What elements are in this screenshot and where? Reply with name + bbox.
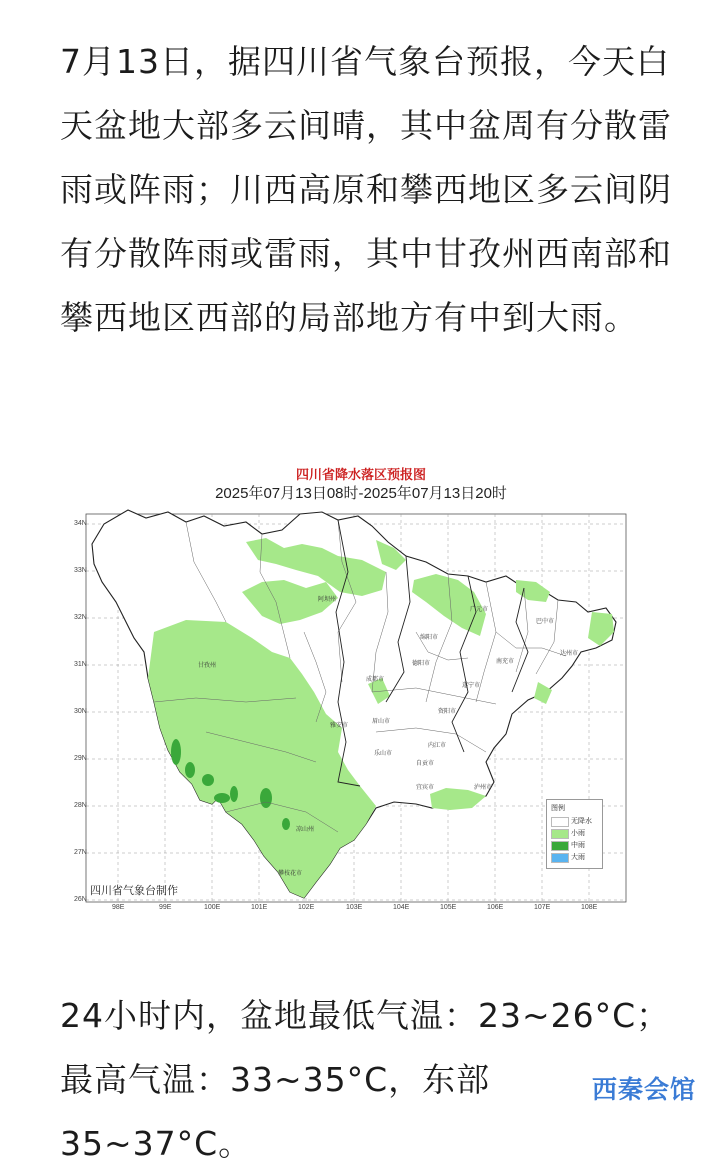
city-label-panzhihua: 攀枝花市	[278, 871, 303, 877]
map-title: 四川省降水落区预报图	[295, 467, 426, 482]
lon-label: 101E	[251, 904, 268, 911]
legend-swatch	[551, 853, 569, 863]
lat-label: 31N	[74, 661, 87, 668]
legend-swatch	[551, 829, 569, 839]
legend-swatch	[551, 817, 569, 827]
lon-label: 105E	[440, 904, 457, 911]
legend-label: 中雨	[571, 842, 585, 849]
legend-swatch	[551, 841, 569, 851]
map-time-range: 2025年07月13日08时-2025年07月13日20时	[215, 485, 507, 502]
city-label-ziyang: 资阳市	[438, 709, 457, 715]
forecast-paragraph-2: 24小时内，盆地最低气温：23~26°C；最高气温：33~35°C，东部35~37°C。	[60, 996, 671, 1163]
city-label-aba: 阿坝州	[318, 597, 337, 603]
city-label-luzhou: 泸州市	[474, 785, 493, 791]
map-legend	[546, 799, 603, 869]
city-label-suining: 遂宁市	[462, 683, 481, 689]
city-label-ganzi: 甘孜州	[198, 663, 217, 669]
legend-label: 大雨	[571, 854, 585, 861]
lon-label: 103E	[346, 904, 363, 911]
legend-label: 无降水	[571, 818, 592, 825]
legend-label: 小雨	[571, 830, 585, 837]
legend-title: 图例	[551, 805, 565, 812]
precipitation-forecast-map	[76, 452, 636, 912]
city-label-mianyang: 绵阳市	[420, 635, 439, 641]
legend-item-heavy-rain	[551, 852, 599, 862]
lat-label: 32N	[74, 614, 87, 621]
lat-label: 30N	[74, 708, 87, 715]
city-label-nanchong: 南充市	[496, 659, 515, 665]
lat-label: 29N	[74, 755, 87, 762]
lon-label: 100E	[204, 904, 221, 911]
city-label-liangshan: 凉山州	[296, 827, 315, 833]
lon-label: 104E	[393, 904, 410, 911]
city-label-chengdu: 成都市	[366, 677, 385, 683]
lon-label: 99E	[159, 904, 172, 911]
city-label-meishan: 眉山市	[372, 719, 391, 725]
city-label-bazhong: 巴中市	[536, 619, 555, 625]
legend-item-light-rain	[551, 828, 599, 838]
forecast-paragraph-1: 7月13日，据四川省气象台预报，今天白天盆地大部多云间晴，其中盆周有分散雷雨或阵雨；川西高原和攀西地区多云间阴有分散阵雨或雷雨，其中甘孜州西南部和攀西地区西部的局部地方有中到大雨。	[60, 42, 672, 337]
lat-label: 26N	[74, 896, 87, 903]
lat-label: 28N	[74, 802, 87, 809]
legend-item-moderate-rain	[551, 840, 599, 850]
lon-label: 98E	[112, 904, 125, 911]
lon-label: 108E	[581, 904, 598, 911]
map-credit: 四川省气象台制作	[90, 885, 178, 897]
lat-label: 33N	[74, 567, 87, 574]
lat-label: 27N	[74, 849, 87, 856]
legend-item-no-rain	[551, 816, 599, 826]
lon-label: 106E	[487, 904, 504, 911]
city-label-neijiang: 内江市	[428, 743, 447, 749]
city-label-guangyuan: 广元市	[470, 607, 489, 613]
city-label-leshan: 乐山市	[374, 751, 393, 757]
lon-label: 102E	[298, 904, 315, 911]
city-label-yaan: 雅安市	[330, 723, 349, 729]
city-label-yibin: 宜宾市	[416, 785, 435, 791]
lon-label: 107E	[534, 904, 551, 911]
lat-label: 34N	[74, 520, 87, 527]
city-label-zigong: 自贡市	[416, 761, 435, 767]
city-label-deyang: 德阳市	[412, 661, 431, 667]
site-watermark: 西秦会馆	[592, 1075, 697, 1104]
city-label-dazhou: 达州市	[560, 651, 579, 657]
